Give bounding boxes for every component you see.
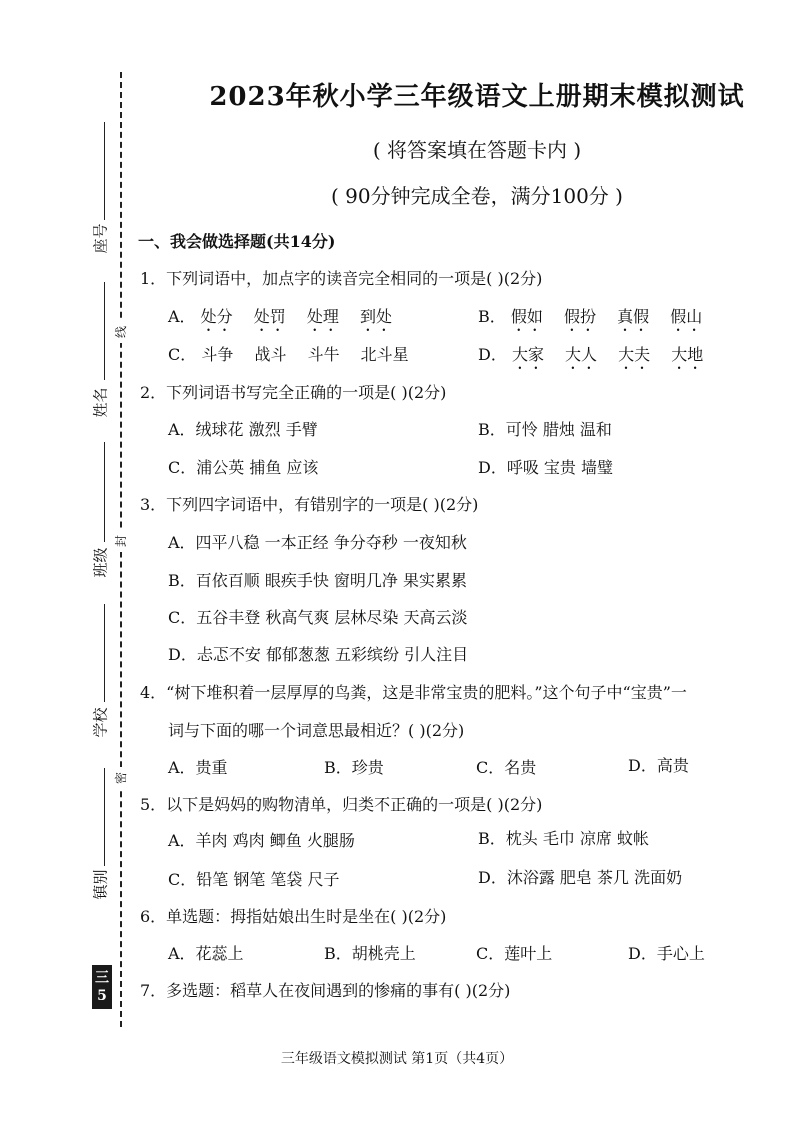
question-5-option-d: D．沐浴露 肥皂 茶几 洗面奶 <box>478 868 683 887</box>
field-line-town <box>104 768 105 866</box>
grade-badge-bottom: 5 <box>97 988 107 1004</box>
option-word: 大人 <box>565 345 598 364</box>
question-2-option-a: A．绒球花 激烈 手臂 <box>168 420 318 439</box>
question-6-option-c: C．莲叶上 <box>476 944 553 963</box>
question-5-stem: 5．以下是妈妈的购物清单，归类不正确的一项是( )(2分) <box>140 795 543 814</box>
option-word: 处理 <box>306 307 339 326</box>
question-5-option-a: A．羊肉 鸡肉 鲫鱼 火腿肠 <box>168 831 355 850</box>
question-4-stem-line-2: 词与下面的哪一个词意思最相近？( )(2分) <box>168 721 465 740</box>
option-label: B． <box>478 307 506 326</box>
question-2-stem: 2．下列词语书写完全正确的一项是( )(2分) <box>140 383 447 402</box>
option-word: 到处 <box>359 307 392 326</box>
field-line-name <box>104 282 105 380</box>
question-2-option-d: D．呼吸 宝贵 墙璧 <box>478 458 614 477</box>
field-label-class: 班级 <box>91 547 110 578</box>
field-line-seat <box>104 122 105 220</box>
question-4-option-c: C．名贵 <box>476 758 537 777</box>
time-score-note: ( 90分钟完成全卷，满分100分 ) <box>331 184 623 208</box>
option-word: 大地 <box>671 345 704 364</box>
cut-word-mi: 密 <box>115 767 127 789</box>
question-3-option-b: B．百依百顺 眼疾手快 窗明几净 果实累累 <box>168 571 468 590</box>
question-4-option-a: A．贵重 <box>168 758 228 777</box>
question-1-stem: 1．下列词语中，加点字的读音完全相同的一项是( )(2分) <box>140 269 543 288</box>
field-label-seat: 座号 <box>91 223 110 254</box>
section-title: 一、我会做选择题(共14分) <box>138 232 336 251</box>
question-6-option-a: A．花蕊上 <box>168 944 244 963</box>
page-footer: 三年级语文模拟测试 第1页（共4页） <box>280 1051 514 1067</box>
cut-word-xian: 线 <box>115 321 127 343</box>
option-word: 斗争 <box>201 345 234 364</box>
question-1-option-b <box>478 304 718 335</box>
page-title: 2023年秋小学三年级语文上册期末模拟测试 <box>209 82 745 112</box>
question-6-option-b: B．胡桃壳上 <box>324 944 416 963</box>
option-word: 假扮 <box>563 307 596 326</box>
option-label: D． <box>478 345 507 364</box>
question-2-option-b: B．可怜 腊烛 温和 <box>478 420 612 439</box>
field-line-school <box>104 604 105 702</box>
option-word: 真假 <box>617 307 650 326</box>
option-word: 战斗 <box>254 345 287 364</box>
option-word: 处罚 <box>253 307 286 326</box>
option-word: 假如 <box>510 307 543 326</box>
question-1-option-d <box>478 342 719 373</box>
question-5-option-b: B．枕头 毛巾 凉席 蚊帐 <box>478 829 650 848</box>
option-word: 处分 <box>200 307 233 326</box>
question-3-option-a: A．四平八稳 一本正经 争分夺秒 一夜知秋 <box>168 533 467 552</box>
question-4-stem-line-1: 4．“树下堆积着一层厚厚的鸟粪，这是非常宝贵的肥料。”这个句子中“宝贵”一 <box>140 683 687 702</box>
question-3-stem: 3．下列四字词语中，有错别字的一项是( )(2分) <box>140 495 479 514</box>
field-label-name: 姓名 <box>91 387 110 418</box>
question-6-option-d: D．手心上 <box>628 944 705 963</box>
answer-instruction: ( 将答案填在答题卡内 ) <box>372 138 582 162</box>
cut-word-feng: 封 <box>115 530 127 552</box>
option-label: A． <box>168 307 196 326</box>
question-1-option-a <box>168 304 408 335</box>
question-2-option-c: C．浦公英 捕鱼 应该 <box>168 458 319 477</box>
question-3-option-c: C．五谷丰登 秋高气爽 层林尽染 天高云淡 <box>168 608 468 627</box>
option-word: 大夫 <box>618 345 651 364</box>
option-word: 斗牛 <box>307 345 340 364</box>
question-3-option-d: D．忐忑不安 郁郁葱葱 五彩缤纷 引人注目 <box>168 645 469 664</box>
field-label-town: 镇别 <box>91 869 110 900</box>
grade-badge-top: 三 <box>95 970 109 986</box>
field-line-class <box>104 442 105 542</box>
question-7-stem: 7．多选题：稻草人在夜间遇到的惨痛的事有( )(2分) <box>140 981 511 1000</box>
option-word: 北斗星 <box>360 345 409 364</box>
question-4-option-b: B．珍贵 <box>324 758 384 777</box>
option-label: C． <box>168 345 197 364</box>
field-label-school: 学校 <box>91 707 110 738</box>
option-word: 假山 <box>670 307 703 326</box>
question-6-stem: 6．单选题：拇指姑娘出生时是坐在( )(2分) <box>140 907 447 926</box>
option-word: 大家 <box>511 345 544 364</box>
grade-badge <box>92 965 112 1009</box>
question-5-option-c: C．铅笔 钢笔 笔袋 尺子 <box>168 870 340 889</box>
question-4-option-d: D．高贵 <box>628 756 689 775</box>
binding-margin <box>0 0 130 1132</box>
question-1-option-c <box>168 342 425 365</box>
